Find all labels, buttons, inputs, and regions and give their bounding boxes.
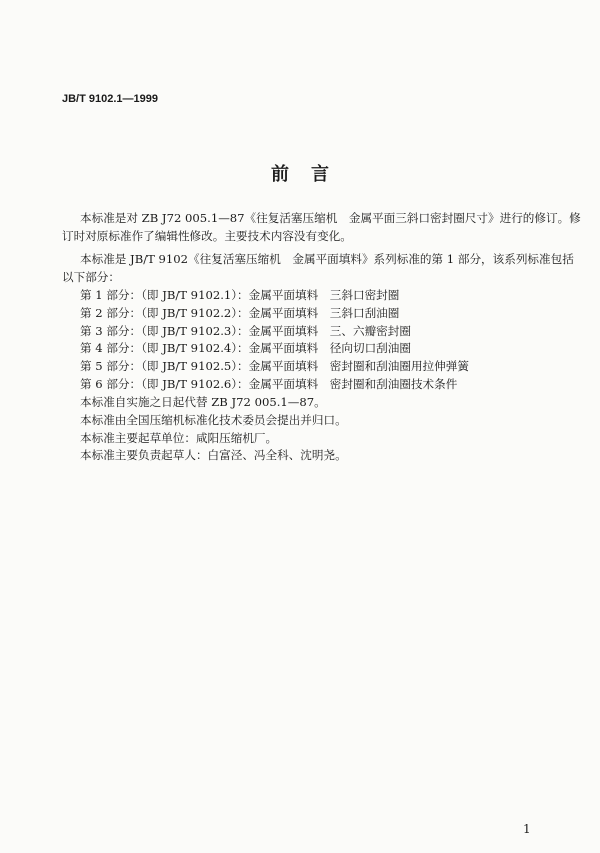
drafters-statement: 本标准主要负责起草人：白富泾、冯全科、沈明尧。 (80, 448, 347, 462)
part-list-item: 第 3 部分：（即 JB/T 9102.3）：金属平面填料 三、六瓣密封圈 (80, 324, 411, 338)
proposed-by-statement: 本标准由全国压缩机标准化技术委员会提出并归口。 (80, 413, 347, 427)
part-list-item: 第 6 部分：（即 JB/T 9102.6）：金属平面填料 密封圈和刮油圈技术条件 (80, 377, 458, 391)
page-number: 1 (523, 822, 531, 836)
standard-code-header: JB/T 9102.1—1999 (62, 93, 159, 105)
paragraph-2-line-1: 本标准是 JB/T 9102《往复活塞压缩机 金属平面填料》系列标准的第 1 部分，该系列标准包括 (80, 252, 574, 266)
page-title: 前言 (271, 164, 351, 185)
part-list-item: 第 1 部分：（即 JB/T 9102.1）：金属平面填料 三斜口密封圈 (80, 288, 400, 302)
drafting-unit-statement: 本标准主要起草单位：咸阳压缩机厂。 (80, 431, 278, 445)
paragraph-2-line-2: 以下部分： (62, 270, 120, 284)
part-list-item: 第 4 部分：（即 JB/T 9102.4）：金属平面填料 径向切口刮油圈 (80, 341, 411, 355)
paragraph-1-line-2: 订时对原标准作了编辑性修改。主要技术内容没有变化。 (62, 229, 352, 243)
part-list-item: 第 5 部分：（即 JB/T 9102.5）：金属平面填料 密封圈和刮油圈用拉伸弹簧 (80, 359, 469, 373)
replaces-statement: 本标准自实施之日起代替 ZB J72 005.1—87。 (80, 395, 326, 409)
part-list-item: 第 2 部分：（即 JB/T 9102.2）：金属平面填料 三斜口刮油圈 (80, 306, 400, 320)
paragraph-1-line-1: 本标准是对 ZB J72 005.1—87《往复活塞压缩机 金属平面三斜口密封圈尺寸》进行的修订。修 (80, 211, 581, 225)
